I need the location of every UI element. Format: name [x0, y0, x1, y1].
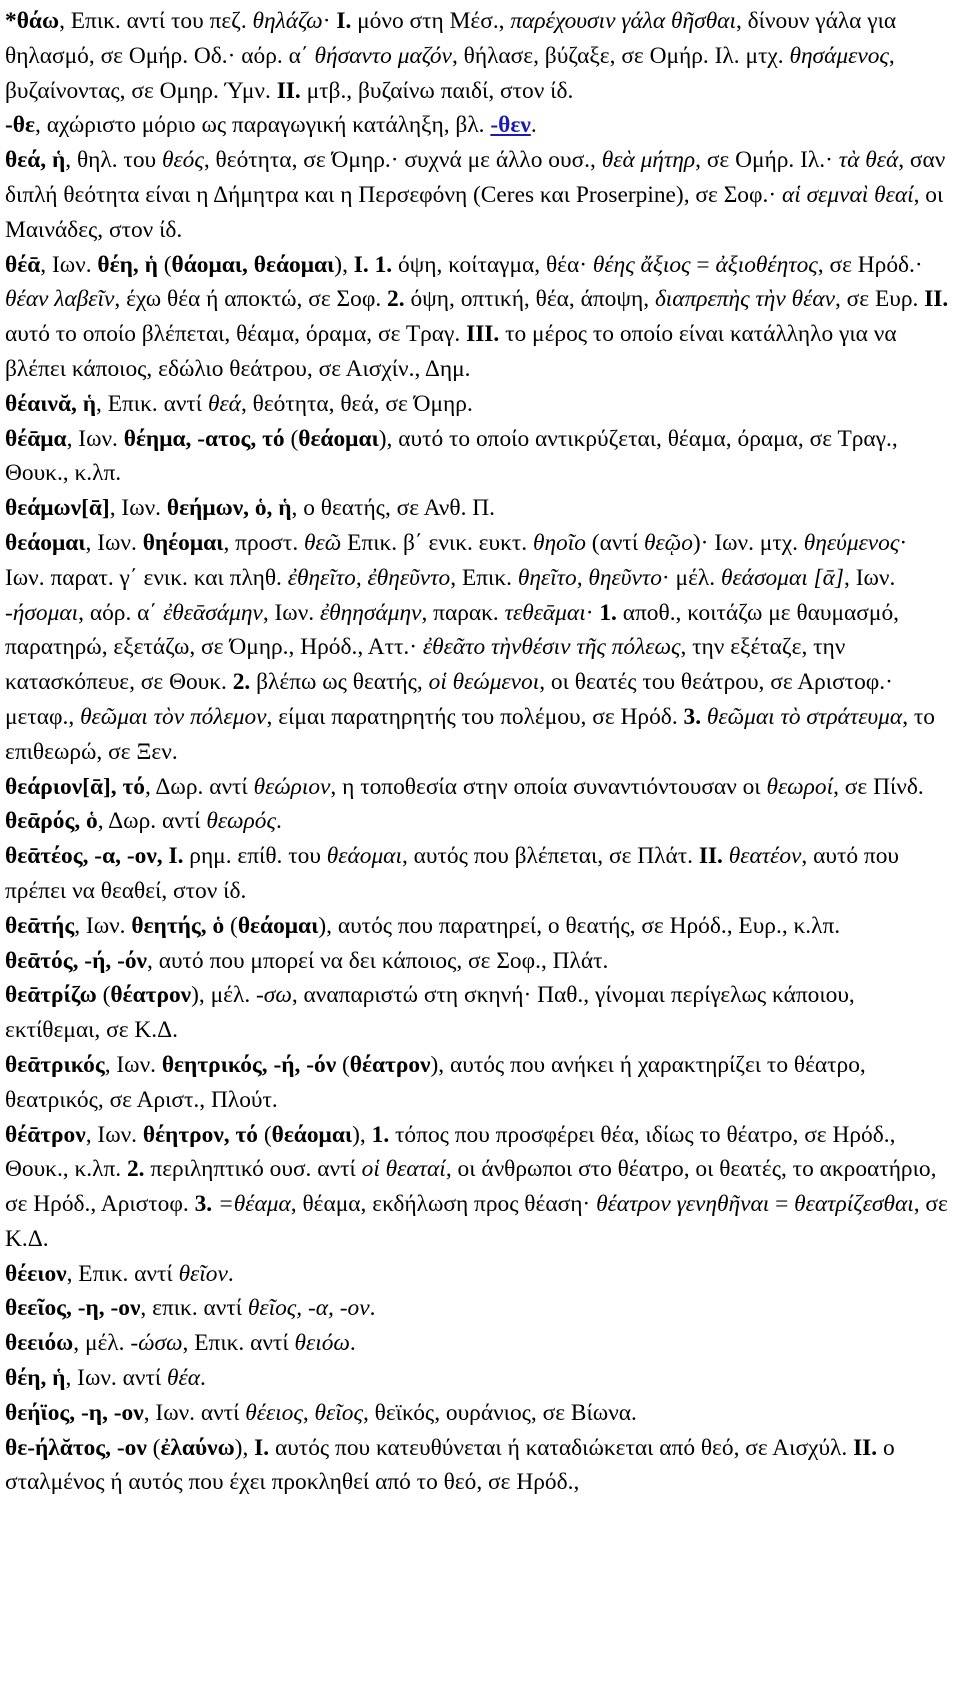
definition-text: , Επικ. αντί	[182, 1330, 295, 1357]
definition-text: , θηλ. του	[65, 147, 162, 174]
definition-text: , Ιων.	[66, 425, 124, 452]
definition-text: Επικ. β΄ ενικ. ευκτ.	[341, 529, 533, 556]
headword-text: 1.	[371, 1121, 390, 1148]
cross-reference-link[interactable]: -θεν	[490, 112, 531, 139]
headword-text: θεειόω	[5, 1330, 74, 1357]
quoted-text: -ώσω	[130, 1330, 183, 1357]
definition-text: , Ιων.	[74, 912, 132, 939]
definition-text: =	[690, 251, 716, 278]
dictionary-entry	[5, 4, 952, 108]
definition-text: )· Ιων. μτχ.	[692, 529, 804, 556]
quoted-text: οἱ θεαταί	[361, 1156, 446, 1183]
quoted-text: διαπρεπὴς τὴν θέαν	[654, 286, 835, 313]
definition-text: ), μέλ.	[191, 982, 257, 1009]
definition-text: , Επικ.	[450, 564, 518, 591]
definition-text: αυτό το οποίο βλέπεται, θέαμα, όραμα, σε Τραγ.	[5, 321, 467, 348]
headword-text: θέημα, -ατος, τό	[123, 425, 285, 452]
quoted-text: θεατέον	[728, 843, 802, 870]
definition-text: (	[157, 251, 172, 278]
definition-text: μόνο στη Μέσ.,	[351, 8, 511, 34]
definition-text: , σαν διπλή θεότητα είναι η Δήμητρα και η Περσεφόνη (Ceres και Proserpine), σε Σοφ.·	[5, 147, 946, 208]
dictionary-entry	[5, 1431, 952, 1501]
definition-text: ), αυτός που ανήκει ή χαρακτηρίζει το θέατρο, θεατρικός, σε Αριστ., Πλούτ.	[5, 1051, 866, 1113]
headword-text: θεάομαι	[298, 425, 379, 452]
definition-text: όψη, οπτική, θέα, άποψη,	[404, 286, 655, 313]
headword-text: 2.	[232, 669, 251, 696]
definition-text: , βυζαίνοντας, σε Ομηρ. Ύμν.	[5, 42, 895, 104]
definition-text: (	[284, 425, 299, 452]
headword-text: θε-ήλᾰτος, -ον	[5, 1434, 147, 1461]
quoted-text: παρέχουσιν γάλα θῆσθαι	[510, 8, 736, 34]
headword-text: θέη, ἡ	[5, 1365, 66, 1392]
definition-text: , θεότητα, θεά, σε Όμηρ.	[240, 390, 473, 417]
definition-text: , προστ.	[223, 529, 305, 556]
quoted-text: θεῖον	[178, 1260, 228, 1287]
quoted-text: =θέαμα	[217, 1191, 291, 1218]
quoted-text: τὰ θεά	[838, 147, 899, 174]
quoted-text: θειόω	[294, 1330, 350, 1357]
definition-text: , παρακ.	[421, 599, 505, 626]
dictionary-entry	[5, 387, 952, 422]
quoted-text: ἀξιοθέητος	[715, 251, 818, 278]
definition-text: , Ιων.	[85, 1121, 143, 1148]
quoted-text: θέης ἄξιος	[592, 251, 691, 278]
definition-text: , Δωρ. αντί	[144, 773, 254, 800]
headword-text: θέατρον	[349, 1051, 431, 1078]
definition-text: (αντί	[585, 529, 644, 556]
definition-text: , Επικ. αντί	[66, 1260, 179, 1287]
definition-text: .	[369, 1295, 376, 1322]
definition-text: , Ιων.	[262, 599, 320, 626]
dictionary-entry	[5, 770, 952, 805]
quoted-text: θεωρός	[206, 808, 276, 835]
quoted-text: θέατρον γενηθῆναι	[596, 1191, 770, 1218]
definition-text: το μέρος το οποίο είναι κατάλληλο για να βλέπει κάποιος, εδώλιο θεάτρου, σε Αισχίν., Δημ.	[5, 321, 897, 382]
definition-text: , επικ. αντί	[140, 1295, 248, 1322]
definition-text: .	[530, 112, 537, 139]
definition-text: ),	[234, 1434, 255, 1461]
definition-text: , την εξέταζε, την κατασκόπευε, σε Θουκ.	[5, 634, 846, 696]
definition-text: , οι θεατές του θεάτρου, σε Αριστοφ.· μεταφ.,	[5, 669, 893, 730]
definition-text: , αόρ. α΄	[78, 599, 164, 626]
definition-text: , αυτό που μπορεί να δει κάποιος, σε Σοφ., Πλάτ.	[147, 947, 609, 974]
headword-text: I.	[254, 1434, 270, 1461]
definition-text: , θέαμα, εκδήλωση προς θέαση·	[290, 1191, 597, 1218]
quoted-text: θεῷο	[643, 529, 693, 556]
quoted-text: -σω	[256, 982, 292, 1009]
definition-text: .	[200, 1365, 206, 1392]
definition-text: , σε Πίνδ.	[833, 773, 924, 800]
definition-text: · Ιων. παρατ. γ΄ ενικ. και πληθ.	[5, 529, 908, 591]
quoted-text: θεάσομαι [ᾱ]	[720, 564, 845, 591]
definition-text: , αχώριστο μόριο ως παραγωγική κατάληξη, βλ.	[35, 112, 491, 139]
definition-text: αυτός που κατευθύνεται ή καταδιώκεται από θεό, σε Αισχύλ.	[269, 1434, 854, 1461]
headword-text: θεητρικός, -ή, -όν	[161, 1051, 337, 1078]
definition-text: όψη, κοίταγμα, θέα·	[392, 251, 593, 278]
dictionary-entry	[5, 839, 952, 909]
quoted-text: θέα	[167, 1365, 200, 1392]
definition-text: βλέπω ως θεατής,	[250, 669, 429, 696]
headword-text: II.	[698, 843, 723, 870]
definition-text: , αναπαριστώ στη σκηνή· Παθ., γίνομαι περίγελως κάποιου, εκτίθεμαι, σε Κ.Δ.	[5, 982, 855, 1044]
definition-text: περιληπτικό ουσ. αντί	[144, 1156, 362, 1183]
headword-text: III.	[466, 321, 500, 348]
definition-text: , Ιων. αντί	[143, 1399, 246, 1426]
headword-text: θεάομαι	[237, 912, 319, 939]
definition-text: .	[349, 1330, 356, 1357]
headword-text: θεάομαι	[271, 1121, 353, 1148]
definition-text: , οι άνθρωποι στο θέατρο, οι θεατές, το ακροατήριο, σε Ηρόδ., Αριστοφ.	[5, 1156, 937, 1218]
headword-text: θέᾱ	[5, 251, 41, 278]
definition-text: (	[336, 1051, 350, 1078]
quoted-text: ἐθηησάμην	[319, 599, 422, 626]
definition-text: , Ιων.	[109, 495, 167, 522]
headword-text: θεάριον[ᾱ], τό	[5, 773, 145, 800]
definition-text: (	[257, 1121, 272, 1148]
definition-text: · μέλ.	[661, 564, 721, 591]
dictionary-entry	[5, 1291, 952, 1326]
quoted-text: θησάμενος	[789, 42, 889, 69]
dictionary-entry	[5, 526, 952, 770]
headword-text: -θε	[5, 112, 35, 139]
definition-text: , Ιων.	[844, 564, 896, 591]
dictionary-entry	[5, 491, 952, 526]
headword-text: *θάω	[5, 8, 60, 34]
dictionary-entry	[5, 909, 952, 944]
definition-text: , Ιων. αντί	[65, 1365, 167, 1392]
headword-text: θεᾱτρίζω	[5, 982, 97, 1009]
headword-text: θεᾱτής	[5, 912, 75, 939]
quoted-text: θεῶ	[304, 529, 342, 556]
definition-text: τόπος που προσφέρει θέα, ιδίως το θέατρο, σε Ηρόδ., Θουκ., κ.λπ.	[5, 1121, 896, 1183]
quoted-text: θεός	[161, 147, 204, 174]
dictionary-entry	[5, 143, 952, 247]
quoted-text: θεὰ μήτηρ	[601, 147, 696, 174]
headword-text: θεᾱρός, ὁ	[5, 808, 98, 835]
definition-text: , αυτός που βλέπεται, σε Πλάτ.	[401, 843, 699, 870]
headword-text: θάομαι, θεάομαι	[171, 251, 335, 278]
dictionary-entry	[5, 1118, 952, 1257]
definition-text: (	[96, 982, 111, 1009]
definition-text: ,	[302, 1399, 315, 1426]
quoted-text: θεώριον	[253, 773, 331, 800]
definition-text: , σε Κ.Δ.	[5, 1191, 948, 1252]
dictionary-entry	[5, 422, 952, 492]
definition-text: , το επιθεωρώ, σε Ξεν.	[5, 703, 935, 765]
definition-text: , δίνουν γάλα για θηλασμό, σε Ομήρ. Οδ.· αόρ. α΄	[5, 8, 897, 69]
definition-text: ·	[322, 8, 337, 34]
definition-text: ), αυτός που παρατηρεί, ο θεατής, σε Ηρόδ., Ευρ., κ.λπ.	[318, 912, 841, 939]
dictionary-entry	[5, 804, 952, 839]
quoted-text: θεά	[207, 390, 241, 417]
quoted-text: θηλάζω	[252, 8, 323, 34]
quoted-text: ἐθεᾱσάμην	[163, 599, 263, 626]
headword-text: θεάμων[ᾱ]	[5, 495, 110, 522]
headword-text: θέατρον	[110, 982, 192, 1009]
headword-text: θεητής, ὁ	[131, 912, 225, 939]
definition-text: , η τοποθεσία στην οποία συναντιόντουσαν οι	[330, 773, 767, 800]
definition-text: , σε Ηρόδ.·	[817, 251, 923, 278]
headword-text: 3.	[683, 703, 702, 730]
quoted-text: θεατρίζεσθαι	[794, 1191, 914, 1218]
headword-text: ἐλαύνω	[160, 1434, 235, 1461]
headword-text: θηέομαι	[142, 529, 224, 556]
definition-text: ρημ. επίθ. του	[183, 843, 327, 870]
dictionary-entry	[5, 1326, 952, 1361]
quoted-text: ἐθηεῖτο, ἐθηεῦντο	[287, 564, 451, 591]
definition-text: (	[224, 912, 238, 939]
headword-text: θέαινᾰ, ἡ	[5, 390, 96, 417]
headword-text: II.	[853, 1434, 878, 1461]
definition-text: , αυτό που πρέπει να θεαθεί, στον ίδ.	[5, 843, 899, 904]
definition-text: , σε Ομήρ. Ιλ.·	[695, 147, 839, 174]
dictionary-entry	[5, 1396, 952, 1431]
definition-text: , Δωρ. αντί	[97, 808, 207, 835]
quoted-text: θεωροί	[766, 773, 834, 800]
headword-text: θέᾱμα	[5, 425, 67, 452]
headword-text: 2.	[387, 286, 405, 313]
definition-text: .	[275, 808, 282, 835]
definition-text: , θεϊκός, ουράνιος, σε Βίωνα.	[362, 1399, 637, 1426]
dictionary-entry	[5, 248, 952, 387]
headword-text: II.	[276, 77, 301, 104]
definition-text: , θεότητα, σε Όμηρ.· συχνά με άλλο ουσ.,	[203, 147, 602, 174]
definition-text: , είμαι παρατηρητής του πολέμου, σε Ηρόδ.	[266, 703, 684, 730]
definition-text: , θήλασε, βύζαξε, σε Ομήρ. Ιλ. μτχ.	[451, 42, 790, 69]
headword-text: θεάομαι	[5, 529, 86, 556]
definition-text: μτβ., βυζαίνω παιδί, στον ίδ.	[300, 77, 574, 104]
headword-text: 3.	[194, 1191, 213, 1218]
definition-text: αποθ., κοιτάζω με θαυμασμό, παρατηρώ, εξετάζω, σε Όμηρ., Ηρόδ., Αττ.·	[5, 599, 899, 661]
quoted-text: τεθεᾱμαι	[504, 599, 586, 626]
headword-text: θέη, ἡ	[97, 251, 158, 278]
definition-text: , Ιων.	[104, 1051, 162, 1078]
headword-text: II.	[924, 286, 949, 313]
quoted-text: θεῶμαι τὸ στράτευμα	[706, 703, 903, 730]
definition-text: , οι Μαινάδες, στον ίδ.	[5, 181, 944, 243]
headword-text: 2.	[126, 1156, 145, 1183]
quoted-text: θηεῖτο, θηεῦντο	[517, 564, 662, 591]
headword-text: θεήμων, ὁ, ἡ	[166, 495, 292, 522]
quoted-text: θήσαντο μαζόν	[314, 42, 452, 69]
definition-text: ),	[334, 251, 354, 278]
headword-text: θεᾱτέος, -α, -ον, I.	[5, 843, 184, 870]
definition-text: , μέλ.	[73, 1330, 131, 1357]
definition-text: , ο θεατής, σε Ανθ. Π.	[291, 495, 495, 522]
quoted-text: θεάομαι	[326, 843, 402, 870]
definition-text: , Επικ. αντί	[96, 390, 208, 417]
quoted-text: θηοῖο	[532, 529, 586, 556]
definition-text: ο σταλμένος ή αυτός που έχει προκληθεί από το θεό, σε Ηρόδ.,	[5, 1434, 895, 1496]
quoted-text: αἱ σεμναὶ θεαί	[781, 181, 914, 208]
quoted-text: θεῶμαι τὸν πόλεμον	[80, 703, 267, 730]
definition-text: (	[146, 1434, 161, 1461]
headword-text: θεᾱτρικός	[5, 1051, 105, 1078]
quoted-text: θέειος	[245, 1399, 303, 1426]
quoted-text: θεῖος, -α, -ον	[247, 1295, 370, 1322]
quoted-text: θηεύμενος	[803, 529, 900, 556]
definition-text: ), αυτό το οποίο αντικρύζεται, θέαμα, όραμα, σε Τραγ., Θουκ., κ.λπ.	[5, 425, 898, 487]
definition-text: ),	[352, 1121, 372, 1148]
definition-text: , σε Ευρ.	[834, 286, 925, 313]
headword-text: θέᾱτρον	[5, 1121, 86, 1148]
headword-text: θέητρον, τό	[142, 1121, 258, 1148]
headword-text: θεᾱτός, -ή, -όν	[5, 947, 147, 974]
dictionary-entry	[5, 978, 952, 1048]
definition-text: , Ιων.	[85, 529, 143, 556]
headword-text: θεεῖος, -η, -ον	[5, 1295, 141, 1322]
definition-text: , έχω θέα ή αποκτώ, σε Σοφ.	[114, 286, 388, 313]
headword-text: θέειον	[5, 1260, 67, 1287]
headword-text: θεήϊος, -η, -ον	[5, 1399, 144, 1426]
dictionary-entry	[5, 1048, 952, 1118]
definition-text: ·	[585, 599, 600, 626]
dictionary-entry	[5, 944, 952, 979]
headword-text: I.	[336, 8, 352, 34]
headword-text: 1.	[599, 599, 617, 626]
dictionary-entry	[5, 108, 952, 143]
headword-text: θεά, ἡ	[5, 147, 66, 174]
headword-text: I. 1.	[353, 251, 393, 278]
dictionary-entry	[5, 1361, 952, 1396]
definition-text: , Επικ. αντί του πεζ.	[59, 8, 253, 34]
definition-text: =	[769, 1191, 795, 1218]
quoted-text: ἐθεᾶτο τὴνθέσιν τῆς πόλεως	[422, 634, 681, 661]
quoted-text: -ήσομαι	[5, 599, 79, 626]
quoted-text: θεῖος	[314, 1399, 363, 1426]
quoted-text: θέαν λαβεῖν	[5, 286, 115, 313]
definition-text: , Ιων.	[40, 251, 98, 278]
definition-text: .	[227, 1260, 234, 1287]
dictionary-entry	[5, 1257, 952, 1292]
quoted-text: οἱ θεώμενοι	[428, 669, 540, 696]
